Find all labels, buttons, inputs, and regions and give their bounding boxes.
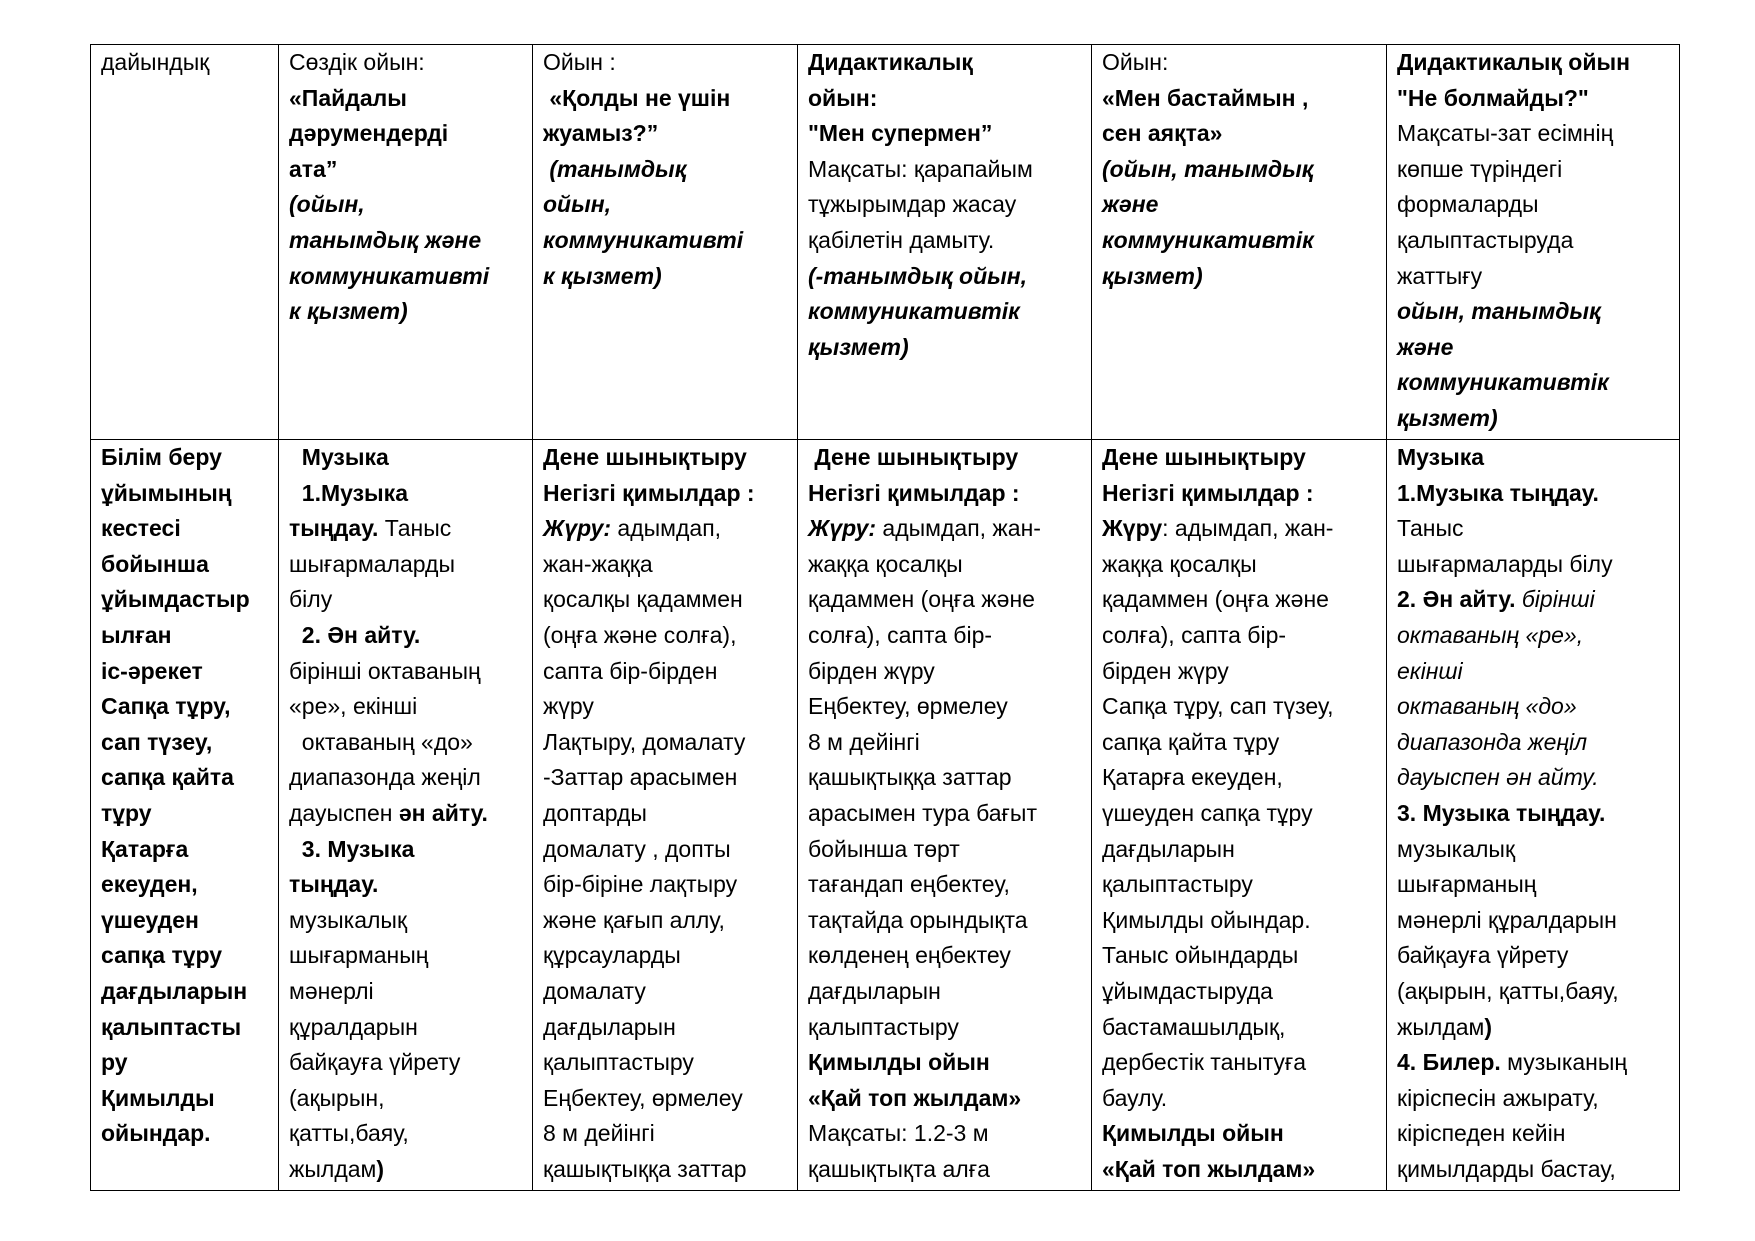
activity-type: (танымдық	[543, 155, 687, 182]
subject-heading: Дене шынықтыру	[1102, 444, 1306, 470]
cell-text: адымдап,	[611, 515, 722, 542]
cell-line: қимылдарды бастау,	[1397, 1155, 1616, 1182]
cell-text-bold: ән айту.	[398, 799, 488, 826]
cell-line: қалыптастыру	[808, 1013, 959, 1040]
subject-heading: Дене шынықтыру	[808, 444, 1019, 470]
cell-text: дауыспен	[289, 799, 399, 826]
cell-text-bold: Жүру:	[808, 515, 877, 542]
section-heading: Қимылды ойын	[808, 1049, 990, 1076]
cell-line: қадаммен (оңға және	[808, 586, 1035, 613]
table-cell	[91, 440, 279, 1191]
cell-line: дағдыларын	[808, 977, 941, 1004]
cell-line: жаққа қосалқы	[1102, 550, 1257, 577]
cell-line: үшеуден сапқа тұру	[1102, 799, 1313, 826]
game-title: «Қай топ жылдам»	[808, 1084, 1022, 1111]
cell-line: тағандап еңбектеу,	[808, 871, 1010, 898]
activity-type: қызмет)	[1397, 404, 1498, 431]
cell-line: солға), сапта бір-	[808, 621, 993, 648]
cell-line	[808, 511, 1087, 547]
cell-line: солға), сапта бір-	[1102, 621, 1287, 648]
cell-line: екінші	[1397, 657, 1463, 684]
activity-type: коммуникативті	[289, 262, 490, 289]
cell-line: музыкалық	[1397, 835, 1516, 862]
game-title: ата”	[289, 155, 338, 182]
table-cell	[533, 440, 798, 1191]
cell-line: (ақырын,	[289, 1084, 385, 1111]
cell-line: қашықтыққа заттар	[808, 764, 1012, 791]
cell-line: шығарманың	[1397, 871, 1537, 898]
cell-text: жылдам	[1397, 1013, 1485, 1040]
cell-line: мәнерлі құралдарын	[1397, 906, 1617, 933]
row-heading-line: Білім беру	[101, 444, 222, 470]
table-cell	[279, 45, 533, 440]
game-heading: Дидактикалық	[808, 49, 973, 75]
row-heading-line: ылған	[101, 621, 172, 648]
weekly-plan-table	[90, 44, 1680, 1191]
cell-line: Мақсаты: қарапайым	[808, 155, 1033, 182]
section-heading: тыңдау.	[289, 515, 379, 542]
cell-line	[1397, 1045, 1675, 1081]
cell-line: арасымен тура бағыт	[808, 799, 1038, 826]
game-title: "Мен супермен”	[808, 120, 993, 147]
section-heading: 2. Ән айту.	[289, 621, 421, 648]
cell-line: дағдыларын	[543, 1013, 676, 1040]
section-heading: 2. Ән айту.	[1397, 586, 1516, 613]
row-heading-line: үшеуден	[101, 906, 199, 933]
cell-line: тұжырымдар жасау	[808, 191, 1017, 218]
cell-line: шығармаларды білу	[1397, 550, 1613, 577]
cell-line: қадаммен (оңға және	[1102, 586, 1329, 613]
cell-line: октаваның «до»	[289, 728, 473, 755]
cell-line: жаттығу	[1397, 262, 1483, 289]
row-heading-line: Қатарға	[101, 835, 189, 862]
cell-line: жаққа қосалқы	[808, 550, 963, 577]
cell-line: баулу.	[1102, 1084, 1168, 1111]
cell-line: доптарды	[543, 799, 647, 826]
cell-line: бір-біріне лақтыру	[543, 871, 738, 898]
row-heading-line: дағдыларын	[101, 977, 248, 1004]
row-heading-line: екеуден,	[101, 871, 198, 898]
game-heading: ойын:	[808, 84, 878, 111]
subject-heading: Дене шынықтыру	[543, 444, 747, 470]
table-cell	[533, 45, 798, 440]
cell-line: сапқа қайта тұру	[1102, 728, 1280, 755]
cell-line: дербестік танытуға	[1102, 1049, 1307, 1076]
activity-type: коммуникативтік	[808, 298, 1020, 325]
table-cell	[279, 440, 533, 1191]
game-title: сен аяқта»	[1102, 120, 1223, 147]
cell-line: сапта бір-бірден	[543, 657, 718, 684]
section-heading: 3. Музыка тыңдау.	[1397, 799, 1606, 826]
cell-text: музыканың	[1500, 1049, 1628, 1076]
activity-type: к қызмет)	[289, 298, 408, 325]
cell-line: Еңбектеу, өрмелеу	[543, 1084, 743, 1111]
section-heading: 1.Музыка	[289, 479, 408, 506]
cell-line	[289, 511, 528, 547]
cell-line: тақтайда орындықта	[808, 906, 1028, 933]
cell-line: -Заттар арасымен	[543, 764, 738, 791]
row-heading-line: бойынша	[101, 550, 209, 577]
table-cell	[1387, 440, 1680, 1191]
cell-line: кіріспеден кейін	[1397, 1120, 1566, 1147]
cell-line: Ойын :	[543, 49, 616, 75]
section-heading: 3. Музыка	[289, 835, 415, 862]
activity-type: қызмет)	[1102, 262, 1203, 289]
cell-line: (оңға және солға),	[543, 621, 737, 648]
cell-line: Таныс ойындарды	[1102, 942, 1299, 969]
cell-line: октаваның «до»	[1397, 693, 1577, 720]
cell-line: домалату	[543, 977, 646, 1004]
activity-type: және	[1102, 191, 1159, 218]
cell-line: және қағып аллу,	[543, 906, 725, 933]
cell-line: көпше түріндегі	[1397, 155, 1563, 182]
activity-type: коммуникативті	[543, 226, 744, 253]
cell-text: адымдап, жан-	[876, 515, 1041, 542]
game-title: «Мен бастаймын ,	[1102, 84, 1309, 111]
cell-line: дауыспен ән айту.	[1397, 764, 1599, 791]
row-heading-line: қалыптасты	[101, 1013, 242, 1040]
activity-type: коммуникативтік	[1397, 369, 1609, 396]
section-heading: тыңдау.	[289, 871, 379, 898]
game-title: «Қолды не үшін	[543, 84, 731, 111]
cell-line: Еңбектеу, өрмелеу	[808, 693, 1008, 720]
row-heading-line: кестесі	[101, 515, 181, 542]
row-heading-line: Қимылды	[101, 1084, 215, 1111]
cell-line: октаваның «ре»,	[1397, 621, 1584, 648]
cell-line: қатты,баяу,	[289, 1120, 409, 1147]
cell-line: мәнерлі	[289, 977, 374, 1004]
cell-line: Лақтыру, домалату	[543, 728, 746, 755]
activity-type: және	[1397, 333, 1454, 360]
section-heading: 1.Музыка тыңдау.	[1397, 479, 1599, 506]
section-heading: Негізгі қимылдар :	[1102, 479, 1314, 506]
row-heading-line: сап түзеу,	[101, 728, 213, 755]
cell-line: 8 м дейінгі	[808, 728, 920, 755]
cell-text-bold: )	[376, 1155, 385, 1182]
cell-line: қабілетін дамыту.	[808, 226, 995, 253]
activity-type: қызмет)	[808, 333, 909, 360]
cell-text: Таныс	[378, 515, 452, 542]
activity-type: (ойын,	[289, 191, 365, 218]
cell-line	[1397, 1010, 1675, 1046]
cell-line: бірден жүру	[808, 657, 935, 684]
row-heading-line: ұйымының	[101, 479, 232, 506]
table-row	[91, 45, 1680, 440]
cell-line	[1397, 582, 1675, 618]
activity-type: (ойын, танымдық	[1102, 155, 1314, 182]
cell-line: құрсауларды	[543, 942, 681, 969]
subject-heading: Музыка	[1397, 444, 1485, 470]
cell-line: көлденең еңбектеу	[808, 942, 1011, 969]
activity-type: ойын,	[543, 191, 612, 218]
cell-line: қашықтықта алға	[808, 1155, 990, 1182]
cell-line	[543, 511, 793, 547]
cell-text: : адымдап, жан-	[1162, 515, 1334, 542]
cell-text-bold: Жүру	[1102, 515, 1163, 542]
cell-line: дағдыларын	[1102, 835, 1235, 862]
cell-line: бірінші октаваның	[289, 657, 481, 684]
cell-line: диапазонда жеңіл	[1397, 728, 1588, 755]
table-cell	[1092, 45, 1387, 440]
cell-line: Сапқа тұру, сап түзеу,	[1102, 693, 1334, 720]
cell-line: 8 м дейінгі	[543, 1120, 655, 1147]
table-cell	[1387, 45, 1680, 440]
row-heading-line: ойындар.	[101, 1120, 211, 1147]
activity-type: к қызмет)	[543, 262, 662, 289]
row-heading-line: сапқа тұру	[101, 942, 223, 969]
cell-line: қалыптастыруда	[1397, 226, 1574, 253]
cell-line: диапазонда жеңіл	[289, 764, 481, 791]
table-cell	[91, 45, 279, 440]
cell-line: Таныс	[1397, 515, 1464, 542]
table-row	[91, 440, 1680, 1191]
cell-line: Қимылды ойындар.	[1102, 906, 1311, 933]
row-heading-line: Сапқа тұру,	[101, 693, 231, 720]
cell-line: бірден жүру	[1102, 657, 1229, 684]
table-cell	[798, 45, 1092, 440]
cell-line: музыкалық	[289, 906, 408, 933]
game-title: жуамыз?”	[543, 120, 659, 147]
cell-line: Ойын:	[1102, 49, 1169, 75]
activity-type: танымдық және	[289, 226, 482, 253]
cell-line: бастамашылдық,	[1102, 1013, 1286, 1040]
cell-line: құралдарын	[289, 1013, 418, 1040]
cell-line: шығарманың	[289, 942, 429, 969]
section-heading: Қимылды ойын	[1102, 1120, 1284, 1147]
row-heading-line: ру	[101, 1049, 128, 1076]
cell-line	[1102, 511, 1382, 547]
cell-line: байқауға үйрету	[289, 1049, 461, 1076]
cell-line: қалыптастыру	[1102, 871, 1253, 898]
cell-line: жан-жаққа	[543, 550, 653, 577]
cell-line: қашықтыққа заттар	[543, 1155, 747, 1182]
cell-line: формаларды	[1397, 191, 1539, 218]
section-heading: Негізгі қимылдар :	[543, 479, 755, 506]
row-heading-line: сапқа қайта	[101, 764, 234, 791]
cell-text: жылдам	[289, 1155, 377, 1182]
row-heading-line: іс-әрекет	[101, 657, 203, 684]
game-title: «Қай топ жылдам»	[1102, 1155, 1316, 1182]
cell-line: Мақсаты: 1.2-3 м	[808, 1120, 989, 1147]
cell-line: шығармаларды	[289, 550, 455, 577]
cell-line: «ре», екінші	[289, 693, 418, 720]
cell-line: қалыптастыру	[543, 1049, 694, 1076]
subject-heading: Музыка	[289, 444, 389, 470]
cell-line: білу	[289, 586, 333, 613]
cell-line: Сөздік ойын:	[289, 49, 425, 75]
cell-text-italic: бірінші	[1515, 586, 1595, 613]
game-title: дәрумендерді	[289, 120, 449, 147]
cell-text-bold: )	[1484, 1013, 1493, 1040]
row-heading-line: тұру	[101, 799, 152, 826]
cell-line: Мақсаты-зат есімнің	[1397, 120, 1614, 147]
cell-line: дайындық	[101, 49, 210, 75]
cell-line: байқауға үйрету	[1397, 942, 1569, 969]
activity-type: ойын, танымдық	[1397, 298, 1601, 325]
section-heading: Негізгі қимылдар :	[808, 479, 1020, 506]
cell-line: жүру	[543, 693, 594, 720]
activity-type: (-танымдық ойын,	[808, 262, 1028, 289]
cell-line: (ақырын, қатты,баяу,	[1397, 977, 1619, 1004]
cell-text-bold: Жүру:	[543, 515, 612, 542]
table-cell	[798, 440, 1092, 1191]
game-heading: Дидактикалық ойын	[1397, 49, 1631, 75]
cell-line: Қатарға екеуден,	[1102, 764, 1283, 791]
row-heading-line: ұйымдастыр	[101, 586, 250, 613]
cell-line: кіріспесін ажырату,	[1397, 1084, 1599, 1111]
cell-line: домалату , допты	[543, 835, 731, 862]
cell-line: бойынша төрт	[808, 835, 960, 862]
cell-line	[289, 1152, 528, 1188]
table-cell	[1092, 440, 1387, 1191]
game-title: "Не болмайды?"	[1397, 84, 1589, 111]
game-title: «Пайдалы	[289, 84, 407, 111]
section-heading: 4. Билер.	[1397, 1049, 1501, 1076]
activity-type: коммуникативтік	[1102, 226, 1314, 253]
cell-line	[289, 796, 528, 832]
cell-line: ұйымдастыруда	[1102, 977, 1273, 1004]
cell-line: қосалқы қадаммен	[543, 586, 743, 613]
